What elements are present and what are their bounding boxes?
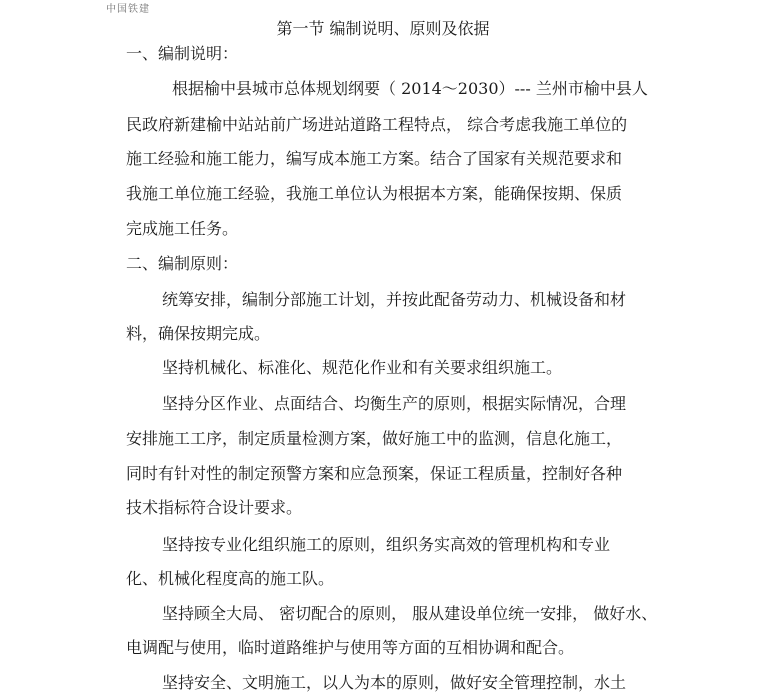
- paragraph-line: 民政府新建榆中站站前广场进站道路工程特点， 综合考虑我施工单位的: [126, 115, 628, 134]
- paragraph-line: 化、机械化程度高的施工队。: [126, 569, 335, 588]
- paragraph-line: 统筹安排，编制分部施工计划，并按此配备劳动力、机械设备和材: [162, 290, 627, 309]
- paragraph-line: 完成施工任务。: [126, 219, 239, 238]
- paragraph-line: 同时有针对性的制定预警方案和应急预案，保证工程质量，控制好各种: [126, 464, 623, 483]
- paragraph-line: 坚持按专业化组织施工的原则，组织务实高效的管理机构和专业: [162, 535, 611, 554]
- section-title: 第一节 编制说明、原则及依据: [276, 19, 490, 38]
- paragraph-line-partial: 坚持安全、文明施工，以人为本的原则，做好安全管理控制，水土: [162, 673, 627, 692]
- paragraph-line: 坚持分区作业、点面结合、均衡生产的原则，根据实际情况，合理: [162, 394, 627, 413]
- heading-compilation-notes: 一、编制说明：: [126, 44, 239, 63]
- paragraph-line: 坚持机械化、标准化、规范化作业和有关要求组织施工。: [162, 358, 563, 377]
- paragraph-line: 坚持顾全大局、 密切配合的原则， 服从建设单位统一安排， 做好水、: [162, 604, 658, 623]
- heading-compilation-principles: 二、编制原则：: [126, 254, 239, 273]
- paragraph-line: 安排施工工序，制定质量检测方案，做好施工中的监测，信息化施工，: [126, 429, 623, 448]
- paragraph-line: 我施工单位施工经验，我施工单位认为根据本方案，能确保按期、保质: [126, 184, 623, 203]
- paragraph-line: 料，确保按期完成。: [126, 324, 271, 343]
- paragraph-line: 根据榆中县城市总体规划纲要（ 2014～2030）--- 兰州市榆中县人: [172, 79, 648, 98]
- paragraph-line: 电调配与使用，临时道路维护与使用等方面的互相协调和配合。: [126, 638, 575, 657]
- company-logo: 中国铁建: [106, 4, 150, 15]
- paragraph-line: 技术指标符合设计要求。: [126, 498, 303, 517]
- paragraph-line: 施工经验和施工能力，编写成本施工方案。结合了国家有关规范要求和: [126, 149, 623, 168]
